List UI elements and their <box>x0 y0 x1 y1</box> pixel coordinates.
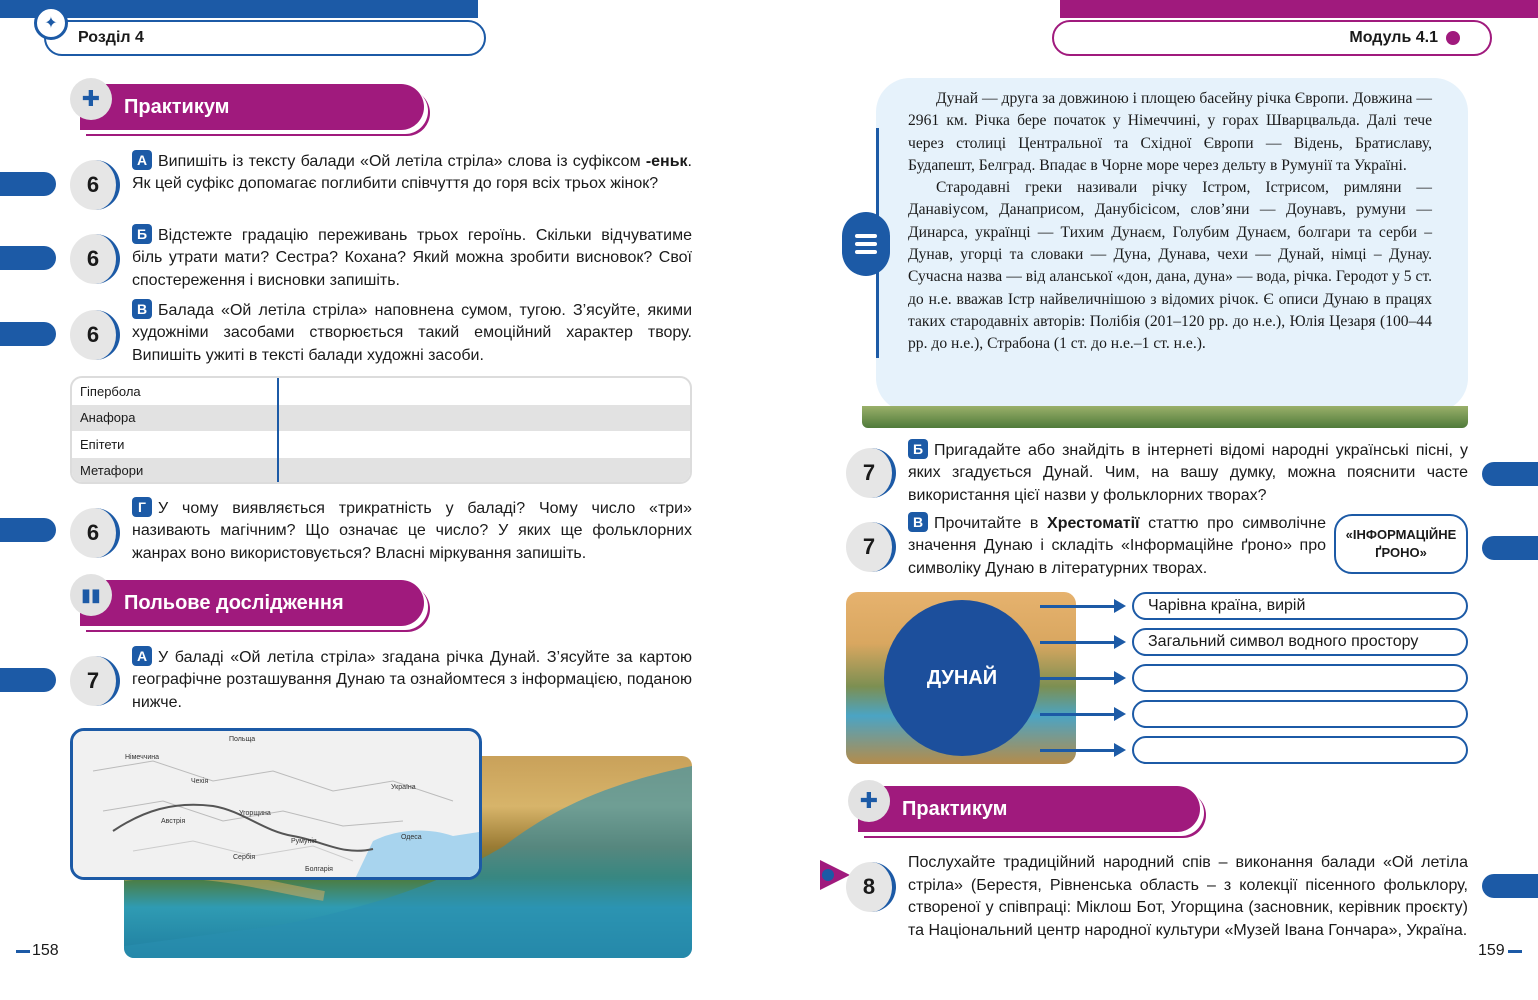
cluster-item-empty[interactable] <box>1132 664 1468 692</box>
danube-map <box>70 728 482 880</box>
task-text: У баладі «Ой летіла стріла» згадана річка Дунай. З’ясуйте за картою географічне розташування Дунаю та ознайомтеся з інформацією, поданою нижче. <box>132 648 692 711</box>
cluster-item[interactable]: Чарівна країна, вирій <box>1132 592 1468 620</box>
map-label: Австрія <box>161 818 186 825</box>
field-research-banner <box>80 580 424 626</box>
page-number-right: 159 <box>1478 942 1505 959</box>
task-text: Пригадайте або знайдіть в інтернеті відомі народні українські пісні, у яких згадується Дунай. Чим, на вашу думку, можна пояснити часте використання цієї назви у фольклорних творах? <box>908 441 1468 504</box>
task-number: 7 <box>70 656 120 706</box>
task-letter-badge: Б <box>908 439 928 459</box>
map-label: Угорщина <box>239 810 271 817</box>
task-text: Балада «Ой летіла стріла» наповнена сумом, тугою. З’ясуйте, якими художніми засобами створюється такий емоційний характер твору. Випишіть ужиті в тексті балади художні засоби. <box>132 301 692 364</box>
map-label: Польща <box>229 736 256 743</box>
info-cluster-label <box>1334 514 1468 574</box>
page-number-left: 158 <box>32 942 59 959</box>
puzzle-icon: ✚ <box>70 78 112 120</box>
map-label: Болгарія <box>305 866 333 873</box>
practicum-banner-right <box>858 786 1200 832</box>
task-text: Випишіть із тексту балади «Ой летіла стріла» слова із суфіксом <box>158 152 646 170</box>
chapter-title <box>44 20 486 56</box>
task-letter-badge: В <box>908 512 928 532</box>
field-research-title: Польове дослідження <box>124 591 344 614</box>
map-label: Німеччина <box>125 754 160 761</box>
arrow-icon <box>1040 713 1122 716</box>
map-label: Одеса <box>401 834 422 841</box>
table-cell: Метафори <box>80 463 144 479</box>
cluster-item[interactable]: Загальний символ водного простору <box>1132 628 1468 656</box>
map-label: Україна <box>391 784 416 791</box>
chapter-title-text: Розділ 4 <box>78 29 144 46</box>
table-cell: Анафора <box>80 410 136 426</box>
cluster-item-empty[interactable] <box>1132 700 1468 728</box>
task-8: Послухайте традиційний народний спів – виконання балади «Ой летіла стріла» (Берестя, Рівненська область – з колекції пісенного фольклору, створеної у співпраці: Міклош Бот, Угорщина (засновник, керівник проєкту) та Національний центр народної культури «Музей Івана Гончара», Україна. <box>908 854 1468 939</box>
menu-icon <box>842 212 890 276</box>
table-cell: Гіпербола <box>80 383 141 399</box>
page-number-line <box>1508 950 1522 953</box>
margin-tab <box>0 518 56 542</box>
margin-tab <box>1482 536 1538 560</box>
danube-center-circle: ДУНАЙ <box>884 600 1040 756</box>
margin-tab <box>0 322 56 346</box>
task-letter-badge: Б <box>132 224 152 244</box>
task-number: 6 <box>70 508 120 558</box>
puzzle-icon: ✚ <box>848 780 890 822</box>
page-number-line <box>16 950 30 953</box>
table-row <box>72 431 690 458</box>
arrow-icon <box>1040 749 1122 752</box>
label-line: «ІНФОРМАЦІЙНЕ <box>1345 527 1457 542</box>
task-text: Прочитайте в <box>934 514 1048 532</box>
margin-tab <box>1482 874 1538 898</box>
devices-table <box>70 376 692 484</box>
info-paragraph: Дунай — друга за довжиною і площею басейну річка Європи. Довжина — 2961 км. Річка бере початок у Німеччині, у горах Шварцвальда. Далі тече через столиці Центральної та Східної Європи — Відень, Братиславу, Будапешт, Белград. Впадає в Чорне море через дельту в Румунії та Україні. <box>908 90 1432 174</box>
task-7a <box>132 646 692 714</box>
cluster-item-empty[interactable] <box>1132 736 1468 764</box>
margin-tab <box>0 172 56 196</box>
module-title <box>1052 20 1492 56</box>
task-letter-badge: Г <box>132 497 152 517</box>
table-row <box>72 378 690 405</box>
arrow-icon <box>1040 605 1122 608</box>
task-7b <box>908 439 1468 507</box>
task-number: 7 <box>846 448 896 498</box>
task-6a <box>132 150 692 196</box>
task-6v <box>132 299 692 367</box>
margin-tab <box>0 246 56 270</box>
arrow-icon <box>1040 641 1122 644</box>
table-row <box>72 405 690 432</box>
task-number: 8 <box>846 862 896 912</box>
map-label: Чехія <box>191 778 209 785</box>
task-number: 6 <box>70 160 120 210</box>
practicum-title: Практикум <box>902 797 1008 820</box>
practicum-title: Практикум <box>124 95 230 118</box>
header-bar-left <box>0 0 478 18</box>
module-dot-icon <box>1446 31 1460 45</box>
task-suffix: -еньк <box>645 152 688 170</box>
task-number: 6 <box>70 234 120 284</box>
task-letter-badge: А <box>132 150 152 170</box>
task-6g <box>132 497 692 565</box>
task-text: Відстежте градацію переживань трьох героїнь. Скільки відчуватиме біль утрати мати? Сестра? Кохана? Який можна зробити висновок? Свої спостереження і висновки запишіть. <box>132 226 692 289</box>
task-number: 6 <box>70 310 120 360</box>
puzzle-icon: ✦ <box>34 6 68 40</box>
task-text: . Як цей суфікс допомагає поглибити співчуття до горя всіх трьох жінок? <box>132 152 692 193</box>
landscape-strip <box>862 406 1468 428</box>
practicum-banner-left <box>80 84 424 130</box>
task-text: статтю про символічне значення Дунаю і складіть «Інформаційне ґроно» про символіку Дунаю в літературних творах. <box>908 514 1327 577</box>
menu-lines <box>855 234 877 254</box>
table-cell: Епітети <box>80 436 125 452</box>
label-line: ҐРОНО» <box>1375 545 1427 560</box>
info-paragraph: Стародавні греки називали річку Істром, Істрисом, римляни — Данавіусом, Данаприсом, Данубісісом, слов’яни — Доунавъ, румуни — Динарса, українці — Тихим Дунаєм, Голубим Дунаєм, болгари та серби – Дунав, угорці та словаки — Дуна, Дунава, чехи — Дунай, німці – Дунау. Сучасна назва — від аланської «дон, дана, дуна» — вода, річка. Геродот у 5 ст. до н.е. вважав Істр найвеличнішою з відомих річок. Є описи Дунаю в працях таких стародавніх авторів: Полібія (201–120 рр. до н.е.), Юлія Цезаря (100–44 рр. до н.е.), Страбона (1 ст. до н.е.–1 ст. н.е.). <box>908 179 1432 353</box>
task-6b <box>132 224 692 292</box>
map-label: Сербія <box>233 854 256 861</box>
margin-tab <box>1482 462 1538 486</box>
anthology-word: Хрестоматії <box>1047 514 1140 532</box>
task-number: 7 <box>846 522 896 572</box>
table-row <box>72 458 690 485</box>
danube-info-text <box>908 88 1432 356</box>
map-illustration <box>73 731 482 880</box>
margin-tab <box>0 668 56 692</box>
task-text: У чому виявляється трикратність у баладі? Чому число «три» називають магічним? Що означає це число? У яких ще фольклорних жанрах воно використовується? Власні міркування запишіть. <box>132 499 692 562</box>
header-bar-right <box>1060 0 1538 18</box>
task-letter-badge: А <box>132 646 152 666</box>
task-7v <box>908 512 1326 580</box>
arrow-icon <box>1040 677 1122 680</box>
module-title-text: Модуль 4.1 <box>1349 29 1438 46</box>
map-label: Румунія <box>291 838 317 845</box>
task-letter-badge: В <box>132 299 152 319</box>
table-divider <box>277 378 279 482</box>
bar-chart-icon: ▮▮ <box>70 574 112 616</box>
